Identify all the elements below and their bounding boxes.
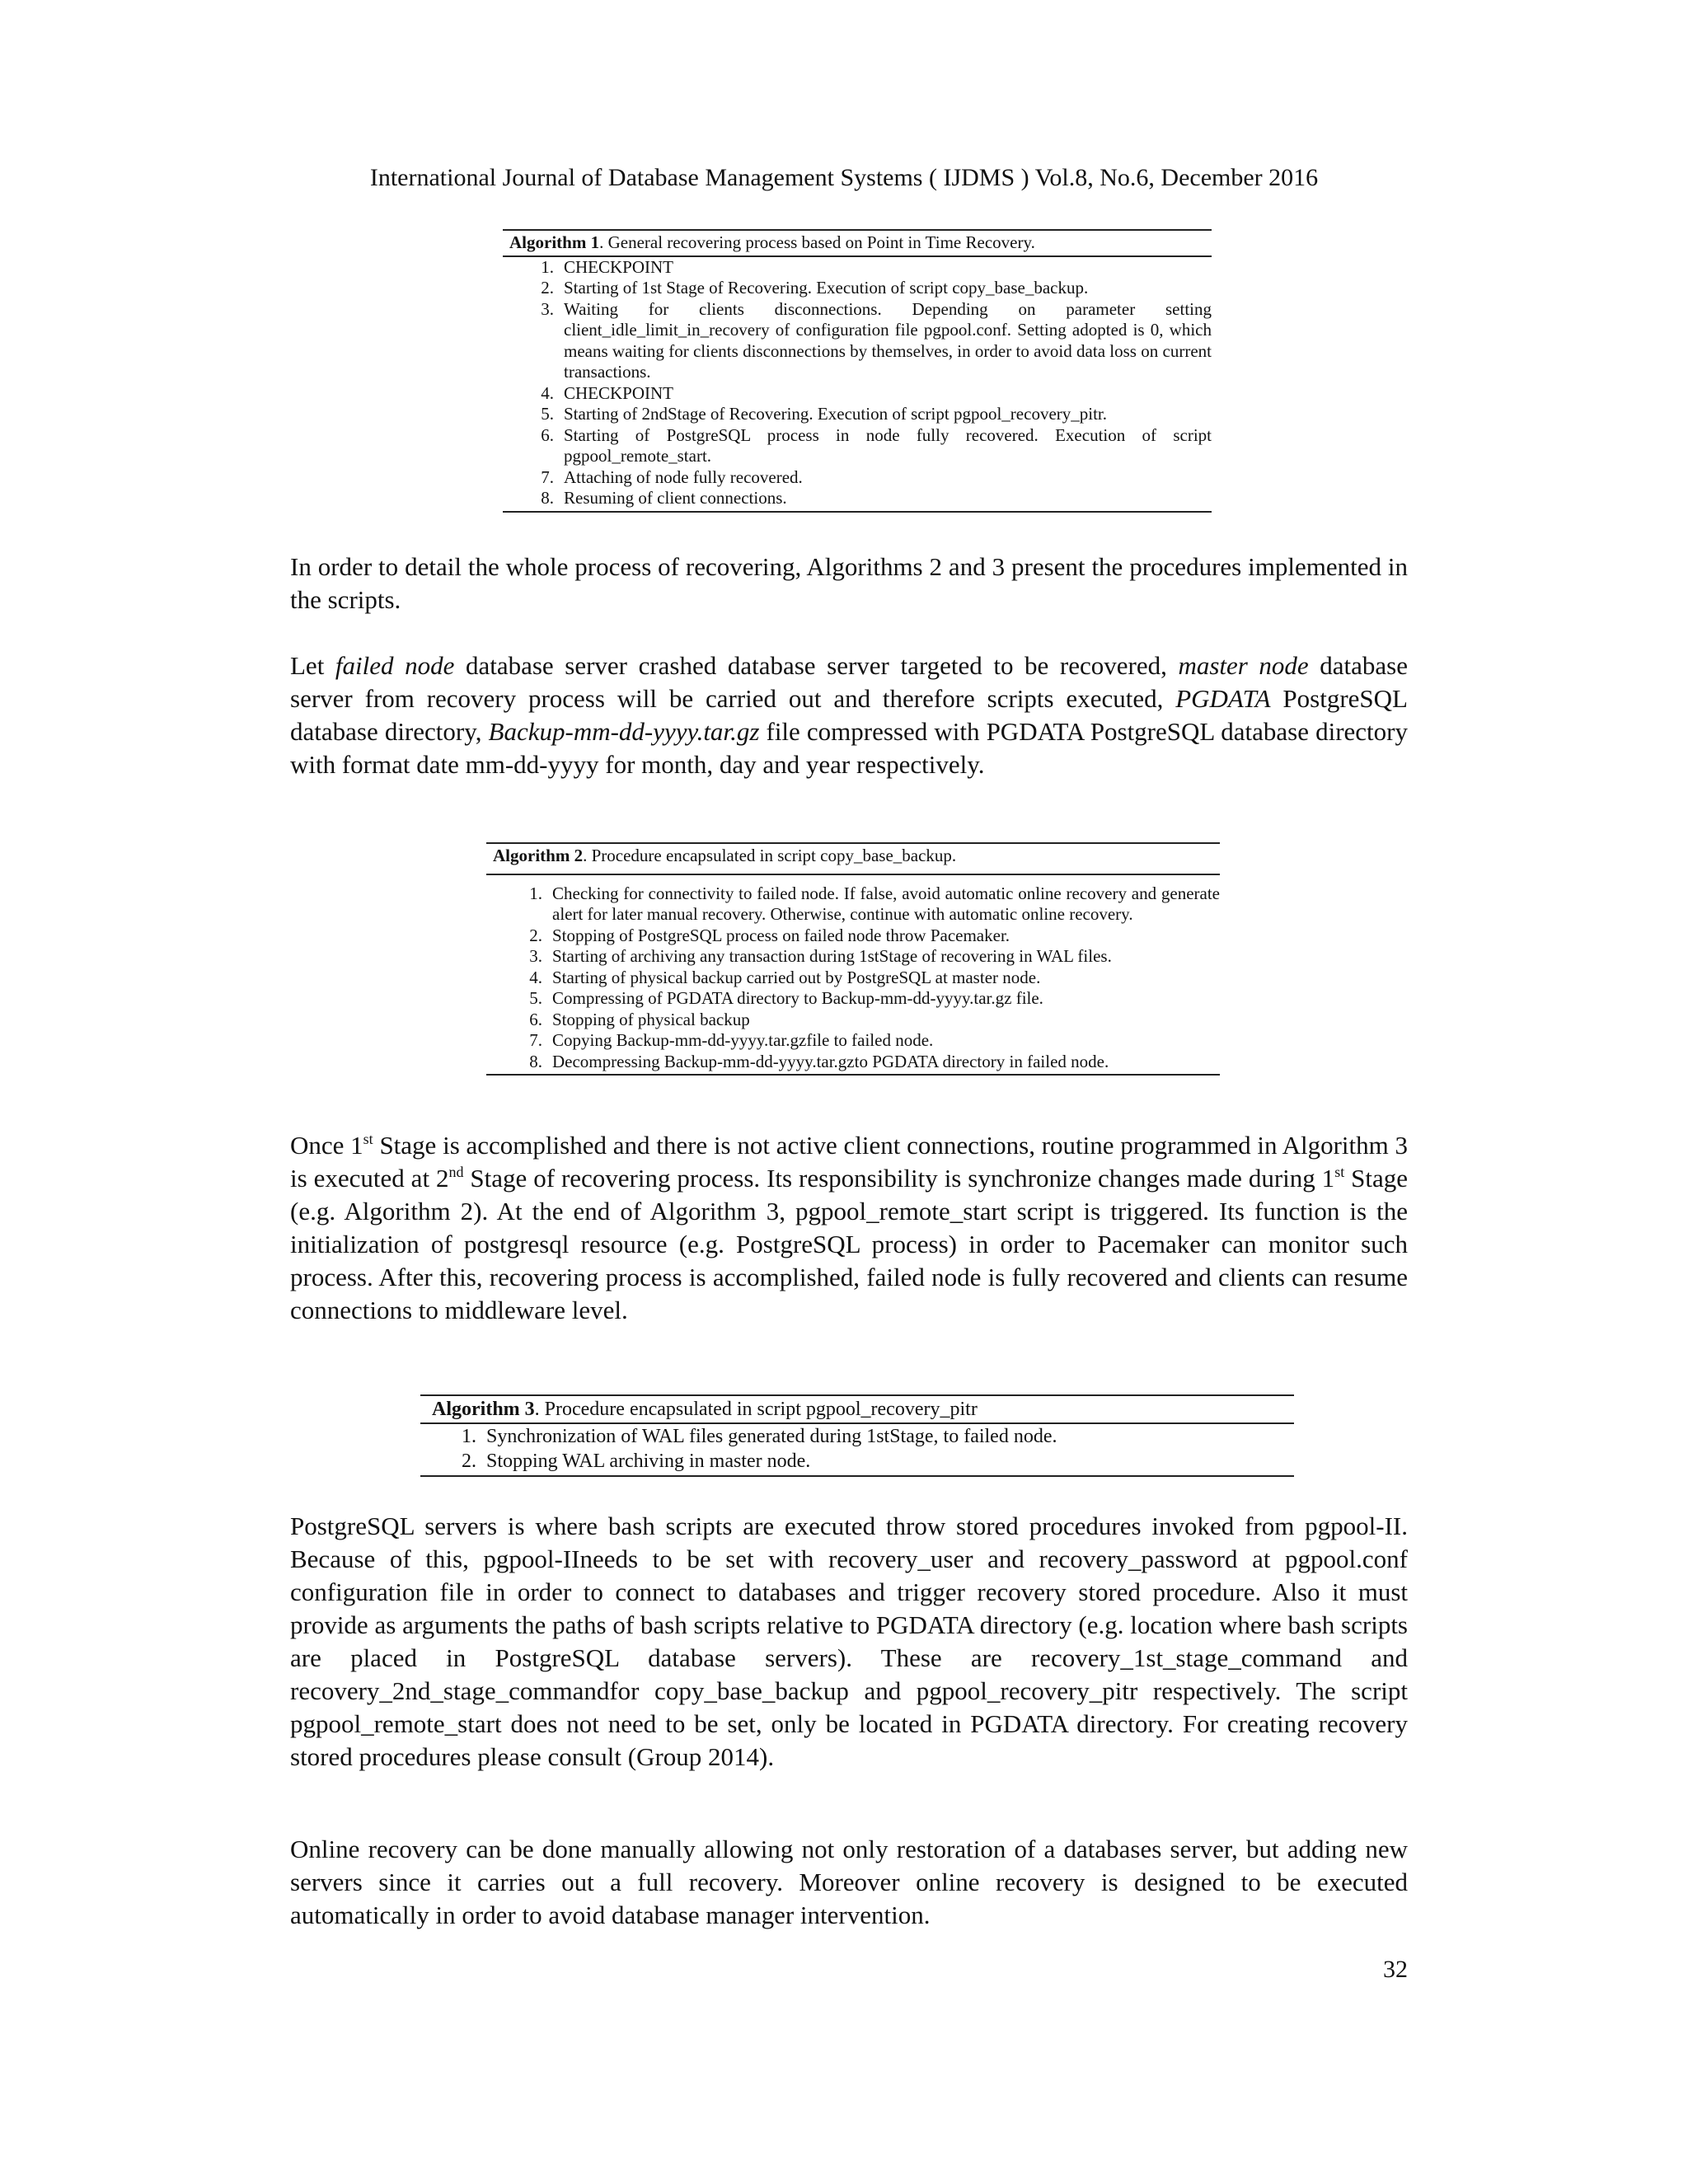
paragraph-3: Once 1st Stage is accomplished and there is not active client connections, routine programmed in Algorithm 3 is executed at 2nd Stage of recovering process. Its responsibility is synchronize changes made during 1st Stage (e.g. Algorithm 2). At the end of Algorithm 3, pgpool_remote_start script is triggered. Its function is the initialization of postgresql resource (e.g. PostgreSQL process) in order to Pacemaker can monitor such process. After this, recovering process is accomplished, failed node is fully recovered and clients can resume connections to middleware level. [290,1131,1409,1324]
paragraph-4: PostgreSQL servers is where bash scripts are executed throw stored procedures invoked from pgpool-II. Because of this, pgpool-IIneeds to be set with recovery_user and recovery_password at pgpool.conf configuration file in order to connect to databases and trigger recovery stored procedure. Also it must provide as arguments the paths of bash scripts relative to PGDATA directory (e.g. location where bash scripts are placed in PostgreSQL database servers). These are recovery_1st_stage_command and recovery_2nd_stage_commandfor copy_base_backup and pgpool_recovery_pitr respectively. The script pgpool_remote_start does not need to be set, only be located in PGDATA directory. For creating recovery stored procedures please consult (Group 2014). [290,1511,1408,1771]
algorithm-2-step: 6. Stopping of physical backup [529,1009,750,1029]
algorithm-2-step: 4. Starting of physical backup carried out by PostgreSQL at master node. [529,967,1041,987]
algorithm-1-step: 1. CHECKPOINT [541,256,674,277]
paragraph-1: In order to detail the whole process of recovering, Algorithms 2 and 3 present the procedures implemented in the scripts. [290,552,1408,614]
algorithm-1-step: 7. Attaching of node fully recovered. [541,466,803,487]
algorithm-1-caption-text: . General recovering process based on Point in Time Recovery. [599,232,1035,252]
algorithm-3-caption [420,1394,1294,1424]
algorithm-2-steps [486,883,1220,1076]
algorithm-1-step: 5. Starting of 2ndStage of Recovering. Execution of script pgpool_recovery_pitr. [541,404,1108,424]
algorithm-2-step: 5. Compressing of PGDATA directory to Backup-mm-dd-yyyy.tar.gz file. [529,988,1043,1008]
algorithm-2-box [486,842,1220,1076]
algorithm-2-step: 7. Copying Backup-mm-dd-yyyy.tar.gzfile to failed node. [529,1030,934,1050]
algorithm-1-step: 4. CHECKPOINT [541,382,674,403]
paragraph-2: Let failed node database server crashed database server targeted to be recovered, master node database server from recovery process will be carried out and therefore scripts executed, PGDATA PostgreSQL database directory, Backup-mm-dd-yyyy.tar.gz file compressed with PGDATA PostgreSQL database directory with format date mm-dd-yyyy for month, day and year respectively. [290,651,1408,779]
algorithm-2-step: 2. Stopping of PostgreSQL process on failed node throw Pacemaker. [529,925,1010,945]
algorithm-3-step: 2. Stopping WAL archiving in master node. [462,1451,811,1472]
page-number: 32 [1383,1956,1408,1983]
algorithm-2-caption [486,842,1220,875]
algorithm-1-caption [503,229,1212,257]
algorithm-2-step: 3. Starting of archiving any transaction during 1stStage of recovering in WAL files. [529,946,1112,966]
algorithm-2-step: 8. Decompressing Backup-mm-dd-yyyy.tar.gzto PGDATA directory in failed node. [529,1051,1109,1071]
algorithm-1-step: 6. Starting of PostgreSQL process in node fully recovered. Execution of script pgpool_remote_start. [541,424,1212,466]
algorithm-1-step: 2. Starting of 1st Stage of Recovering. Execution of script copy_base_backup. [541,278,1089,298]
running-header: International Journal of Database Management Systems ( IJDMS ) Vol.8, No.6, December 2016 [369,164,1319,191]
algorithm-2-step: 1. Checking for connectivity to failed node. If false, avoid automatic online recovery and generate alert for later manual recovery. Otherwise, continue with automatic online recovery. [529,883,1220,924]
algorithm-1-step: 3. Waiting for clients disconnections. Depending on parameter setting client_idle_limit_in_recovery of configuration file pgpool.conf. Setting adopted is 0, which means waiting for clients disconnections by themselves, in order to avoid data loss on current transactions. [541,298,1212,382]
algorithm-2-label: Algorithm 2 [493,846,584,865]
paragraph-5: Online recovery can be done manually allowing not only restoration of a databases server, but adding new servers since it carries out a full recovery. Moreover online recovery is designed to be executed automatically in order to avoid database manager intervention. [290,1835,1408,1929]
algorithm-2-caption-text: . Procedure encapsulated in script copy_base_backup. [583,846,957,865]
algorithm-1-step: 8. Resuming of client connections. [541,488,787,508]
algorithm-3-steps [420,1424,1294,1477]
algorithm-1-label: Algorithm 1 [509,232,600,252]
algorithm-1-steps [503,257,1212,513]
algorithm-3-box [420,1394,1294,1477]
algorithm-3-step: 1. Synchronization of WAL files generated during 1stStage, to failed node. [462,1426,1057,1447]
algorithm-1-box [503,229,1212,513]
algorithm-3-caption-text: . Procedure encapsulated in script pgpool_recovery_pitr [534,1399,978,1420]
algorithm-3-label: Algorithm 3 [432,1399,535,1420]
